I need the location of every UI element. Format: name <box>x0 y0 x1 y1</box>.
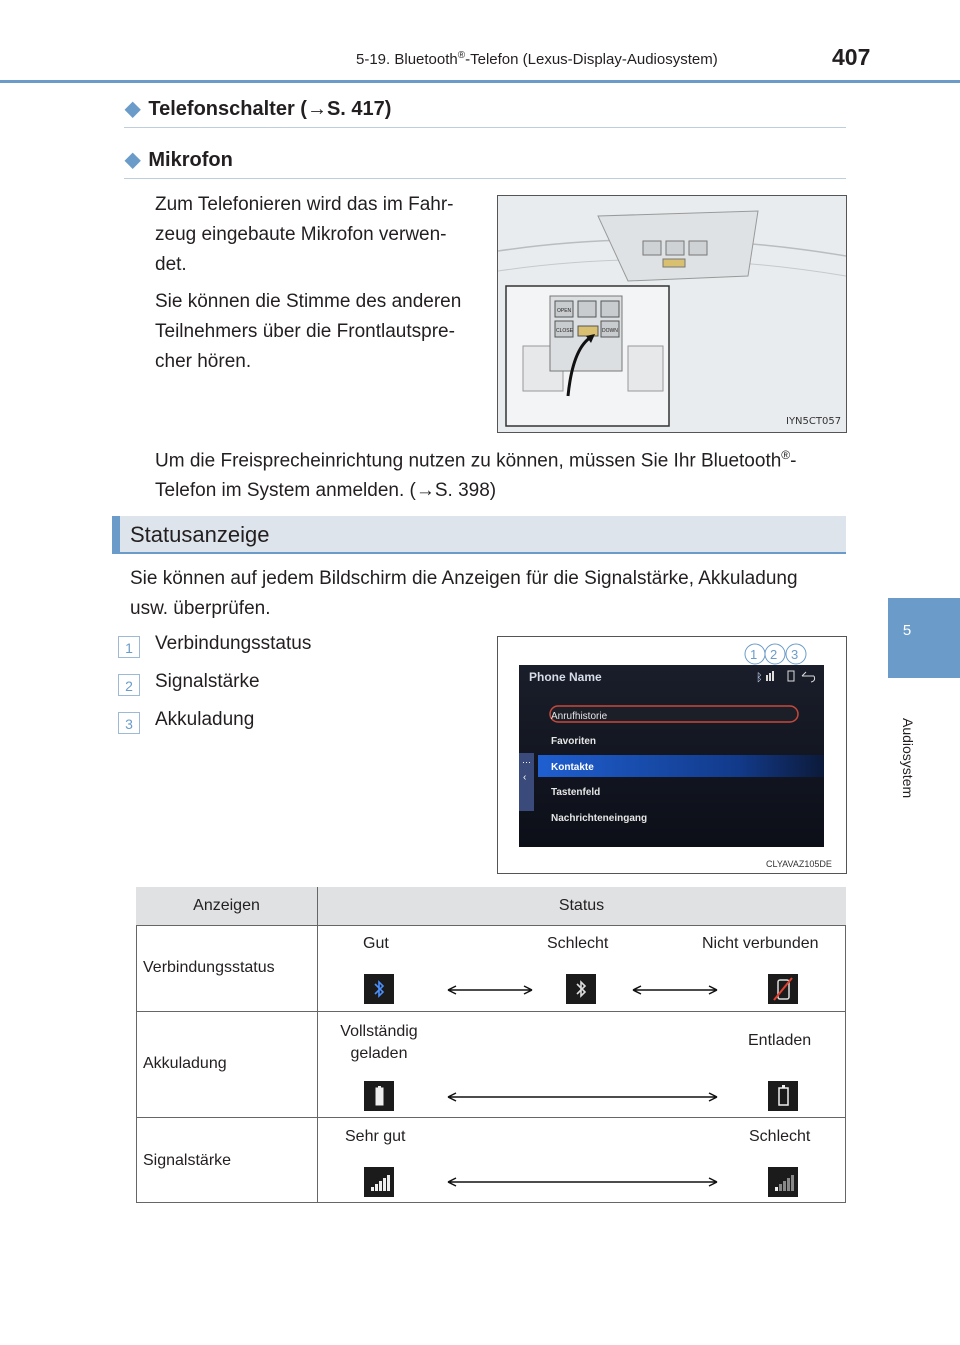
text-line: Teilnehmers über die Frontlautspre- <box>155 321 455 342</box>
row-name-connection: Verbindungsstatus <box>143 959 275 976</box>
signal-weak-icon <box>768 1167 798 1197</box>
number-badge: 3 <box>118 712 140 734</box>
status-label-poor: Schlecht <box>547 935 609 952</box>
running-header <box>356 50 718 68</box>
mic-paragraph-2 <box>155 287 485 377</box>
header-rule <box>0 80 960 83</box>
screen-menu-item-selected[interactable]: Kontakte <box>551 762 594 773</box>
text-line: Telefon im System anmelden. (→S. 398) <box>155 480 497 502</box>
number-badge: 1 <box>118 636 140 658</box>
arrow-strong-to-weak <box>440 1172 725 1192</box>
chapter-label: Audiosystem <box>900 718 916 799</box>
header-section: 5-19. Bluetooth <box>356 51 458 68</box>
status-label-full <box>329 1021 429 1065</box>
button-label-down: DOWN <box>602 328 618 334</box>
table-row-divider <box>136 1117 846 1118</box>
status-label-very-good: Sehr gut <box>345 1128 406 1145</box>
status-label-good: Gut <box>363 935 389 952</box>
diamond-bullet-icon: ◆ <box>125 98 141 120</box>
mic-paragraph-3 <box>155 440 855 506</box>
mic-paragraph-1 <box>155 190 480 280</box>
text-line: usw. überprüfen. <box>130 598 271 619</box>
arrow-full-to-empty <box>440 1087 725 1107</box>
text-line <box>155 440 855 476</box>
list-item-signal: Signalstärke <box>155 671 260 692</box>
heading-rule <box>124 178 846 179</box>
text-line: zeug eingebaute Mikrofon verwen- <box>155 224 447 245</box>
table-column-divider <box>317 887 318 1203</box>
text-span: Um die Freisprecheinrichtung nutzen zu können, müssen Sie Ihr Bluetooth <box>155 450 782 472</box>
screen-menu-item[interactable]: Nachrichteneingang <box>551 813 648 824</box>
header-section-rest: -Telefon (Lexus-Display-Audiosystem) <box>465 51 718 68</box>
mic-image-caption: IYN5CT057 <box>786 416 842 427</box>
screen-drawing <box>498 637 846 873</box>
heading-rule <box>124 127 846 128</box>
signal-strong-icon <box>364 1167 394 1197</box>
chapter-number: 5 <box>902 622 912 639</box>
status-label-bad: Schlecht <box>749 1128 811 1145</box>
callout-2: 2 <box>770 647 778 662</box>
button-label-close: CLOSE <box>556 328 573 334</box>
bluetooth-icon: ᛒ <box>756 672 763 684</box>
heading-phone-switch-text[interactable]: Telefonschalter (→S. 417) <box>148 98 392 120</box>
battery-full-icon <box>364 1081 394 1111</box>
table-row-divider <box>136 1011 846 1012</box>
bluetooth-good-icon <box>364 974 394 1004</box>
callout-badges <box>745 644 806 664</box>
text-line: Sie können auf jedem Bildschirm die Anzeigen für die Signalstärke, Akkuladung <box>130 568 798 589</box>
row-name-battery: Akkuladung <box>143 1055 227 1072</box>
section-title: Statusanzeige <box>130 522 270 547</box>
text-line: Sie können die Stimme des anderen <box>155 291 462 312</box>
arrow-poor-to-disconnected <box>625 980 725 1000</box>
screen-illustration <box>497 636 847 874</box>
text-span: - <box>790 450 797 472</box>
heading-microphone <box>125 147 233 172</box>
more-icon[interactable]: ⋯ <box>522 757 531 767</box>
registered-mark: ® <box>781 448 791 462</box>
screen-phone-name: Phone Name <box>529 670 602 684</box>
text-line: cher hören. <box>155 351 252 372</box>
screen-menu-item[interactable]: Tastenfeld <box>551 787 601 798</box>
table-header-indicators: Anzeigen <box>193 897 260 914</box>
button-label-open: OPEN <box>557 308 572 314</box>
status-intro <box>130 564 845 624</box>
diamond-bullet-icon: ◆ <box>125 149 141 171</box>
back-chevron-icon[interactable]: ‹ <box>523 772 527 783</box>
header-registered-mark: ® <box>457 50 466 61</box>
table-header-status: Status <box>558 897 605 914</box>
text-line: Vollständig <box>340 1023 418 1040</box>
number-badge: 2 <box>118 674 140 696</box>
text-line: det. <box>155 254 187 275</box>
phone-disconnected-icon <box>768 974 798 1004</box>
status-label-not-connected: Nicht verbunden <box>702 935 819 952</box>
text-line: geladen <box>350 1045 408 1062</box>
screen-menu-item[interactable]: Favoriten <box>551 736 597 747</box>
text-line: Zum Telefonieren wird das im Fahr- <box>155 194 454 215</box>
callout-1: 1 <box>750 647 758 662</box>
section-band-accent <box>112 516 120 554</box>
status-label-empty: Entladen <box>748 1032 812 1049</box>
callout-3: 3 <box>791 647 799 662</box>
row-name-signal: Signalstärke <box>143 1152 232 1169</box>
page-number: 407 <box>832 44 871 70</box>
arrow-good-to-poor <box>440 980 540 1000</box>
list-item-battery: Akkuladung <box>155 709 255 730</box>
battery-empty-icon <box>768 1081 798 1111</box>
screen-menu-item[interactable]: Anrufhistorie <box>551 711 608 722</box>
bluetooth-poor-icon <box>566 974 596 1004</box>
screen-image-caption: CLYAVAZ105DE <box>766 859 832 869</box>
heading-phone-switch <box>125 96 391 121</box>
list-item-connection: Verbindungsstatus <box>155 633 312 654</box>
heading-microphone-text: Mikrofon <box>148 149 233 171</box>
microphone-illustration <box>497 195 847 433</box>
table-row-divider <box>136 925 846 926</box>
microphone-drawing <box>498 196 846 432</box>
